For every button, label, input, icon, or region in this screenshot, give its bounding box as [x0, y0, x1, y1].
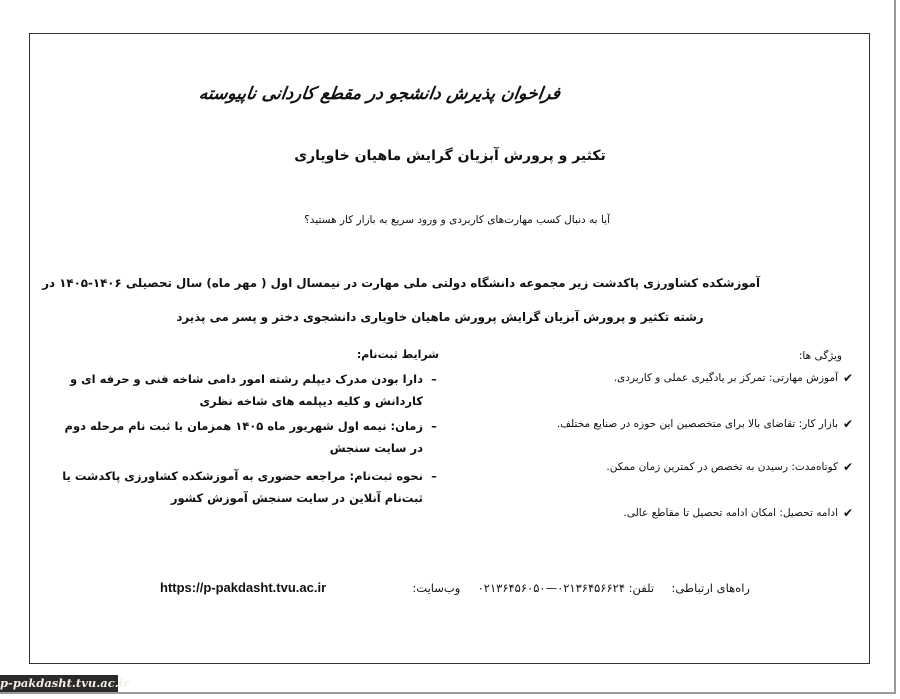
condition-item	[50, 368, 445, 412]
main-paragraph	[42, 276, 760, 344]
dash-bullet: –	[431, 419, 437, 433]
main-paragraph-line-2: رشته تکثیر و پرورش آبزیان گرایش پرورش ماهیان خاویاری دانشجوی دختر و پسر می پذیرد	[176, 310, 704, 324]
phone-number-2: ۰۲۱۳۶۴۵۶۰۵۰	[477, 581, 546, 595]
feature-item	[614, 372, 853, 384]
phone-label: تلفن:	[628, 581, 655, 595]
page-subtitle: تکثیر و پرورش آبزیان گرایش ماهیان خاویاری	[294, 148, 606, 164]
feature-item	[606, 461, 853, 473]
condition-item	[50, 465, 445, 509]
condition-text: دارا بودن مدرک دیپلم رشته امور دامی شاخه فنی و حرفه ای و کاردانش و کلیه دیپلمه های شاخه نظری	[69, 372, 423, 408]
condition-item	[50, 415, 445, 459]
feature-item	[557, 418, 853, 430]
website-link[interactable]: https://p-pakdasht.tvu.ac.ir	[160, 580, 327, 595]
website-label: وب‌سایت:	[412, 581, 461, 595]
phone-separator: —	[545, 581, 558, 595]
contact-label: راه‌های ارتباطی:	[671, 581, 750, 595]
phone-number-1: ۰۲۱۳۶۴۵۶۶۲۴	[557, 581, 626, 595]
check-icon: ✔	[842, 417, 853, 431]
feature-text: کوتاه‌مدت: رسیدن به تخصص در کمترین زمان ممکن.	[606, 461, 838, 473]
feature-text: آموزش مهارتی: تمرکز بر یادگیری عملی و کاربردی.	[613, 372, 838, 384]
contact-line	[412, 581, 750, 595]
check-icon: ✔	[842, 506, 853, 520]
features-heading: ویژگی ها:	[798, 350, 842, 362]
calligraphy-title: فراخوان پذیرش دانشجو در مقطع کاردانی ناپیوسته	[197, 84, 562, 104]
check-icon: ✔	[842, 371, 853, 385]
check-icon: ✔	[842, 460, 853, 474]
condition-text: زمان: نیمه اول شهریور ماه ۱۴۰۵ همزمان با ثبت نام مرحله دوم در سایت سنجش	[64, 419, 423, 455]
main-paragraph-line-1: آموزشکده کشاورزی پاکدشت زیر مجموعه دانشگاه دولتی ملی مهارت در نیمسال اول ( مهر ماه) سال تحصیلی ۱۴۰۶-۱۴۰۵ در	[42, 276, 760, 290]
intro-question: آیا به دنبال کسب مهارت‌های کاربردی و ورود سریع به بازار کار هستید؟	[304, 214, 610, 226]
feature-text: ادامه تحصیل: امکان ادامه تحصیل تا مقاطع عالی.	[623, 507, 838, 519]
watermark-label: p-pakdasht.tvu.ac.ir	[0, 676, 130, 690]
conditions-heading: شرایط ثبت‌نام:	[356, 348, 439, 361]
condition-text: نحوه ثبت‌نام: مراجعه حضوری به آموزشکده کشاورزی پاکدشت یا ثبت‌نام آنلاین در سایت سنجش آموزش کشور	[62, 469, 423, 505]
feature-item	[624, 507, 854, 519]
document-frame	[29, 33, 870, 664]
feature-text: بازار کار: تقاضای بالا برای متخصصین این حوزه در صنایع مختلف.	[556, 418, 838, 430]
dash-bullet: –	[431, 372, 437, 386]
dash-bullet: –	[431, 469, 437, 483]
